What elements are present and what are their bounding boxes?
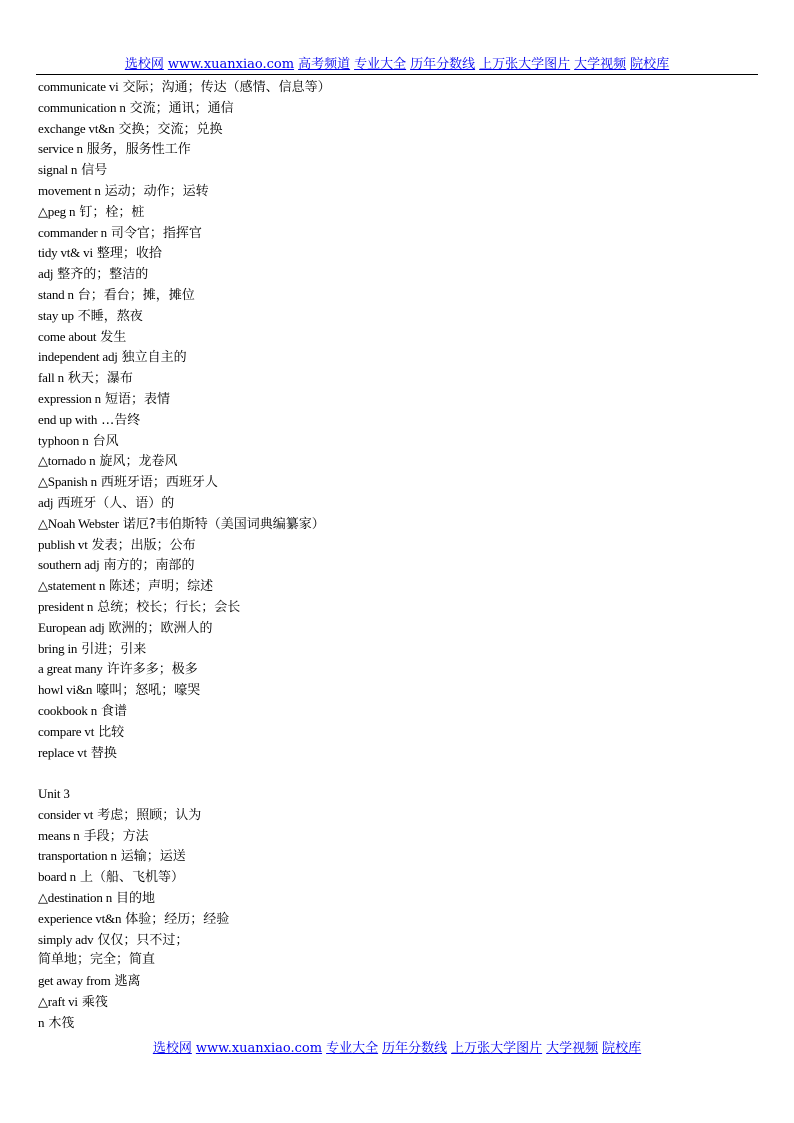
vocab-word: communication n (38, 99, 126, 115)
vocab-word: consider vt (38, 806, 94, 822)
vocab-entry (38, 701, 758, 722)
vocab-entry (38, 327, 758, 348)
vocab-meaning: 目的地 (116, 891, 156, 907)
footer-link-0[interactable]: 选校网 (152, 1041, 192, 1056)
vocab-meaning: 运动；动作；运转 (104, 183, 209, 199)
vocab-meaning: 运输；运送 (120, 849, 186, 865)
vocab-entry (38, 98, 758, 119)
vocab-meaning: 西班牙语；西班牙人 (100, 475, 218, 491)
vocab-meaning: 信号 (81, 163, 108, 179)
vocab-meaning: 交换；交流；兑换 (118, 121, 223, 137)
vocab-meaning: 钉；栓；桩 (79, 204, 145, 220)
vocab-meaning: 木筏 (48, 1015, 75, 1031)
vocab-meaning: 整齐的；整洁的 (57, 267, 149, 283)
vocab-word: stand n (38, 286, 74, 302)
header-link-5[interactable]: 上万张大学图片 (479, 57, 571, 72)
vocab-entry (38, 139, 758, 160)
vocab-entry (38, 867, 758, 888)
vocab-entry (38, 576, 758, 597)
vocab-word: △statement n (38, 578, 106, 594)
vocab-word: △peg n (38, 203, 76, 219)
footer-link-3[interactable]: 历年分数线 (382, 1041, 448, 1056)
vocab-entry (38, 597, 758, 618)
footer-link-1[interactable]: www.xuanxiao.com (195, 1041, 323, 1056)
vocab-word: come about (38, 328, 97, 344)
vocab-meaning: 引进；引来 (81, 641, 147, 657)
vocab-entry (38, 743, 758, 764)
vocab-word: stay up (38, 307, 74, 323)
header-link-7[interactable]: 院校库 (630, 57, 670, 72)
vocab-entry (38, 805, 758, 826)
vocab-meaning: 替换 (90, 745, 117, 761)
vocab-entry (38, 992, 758, 1013)
vocab-meaning: 体验；经历；经验 (125, 911, 230, 927)
vocab-word: signal n (38, 162, 78, 178)
vocab-meaning: 简单地；完全；简直 (38, 952, 156, 968)
vocab-meaning: 手段；方法 (83, 828, 149, 844)
vocab-word: adj (38, 494, 54, 510)
vocab-word: △Noah Webster (38, 515, 119, 531)
vocab-entry (38, 77, 758, 98)
vocab-word: commander n (38, 224, 107, 240)
vocab-word: president n (38, 598, 94, 614)
vocab-word: independent adj (38, 349, 118, 365)
vocab-entry (38, 223, 758, 244)
vocab-meaning: 交流；通讯；通信 (129, 100, 234, 116)
vocab-word: replace vt (38, 744, 87, 760)
vocab-meaning: 比较 (98, 724, 125, 740)
vocab-meaning: 发表；出版；公布 (91, 537, 196, 553)
vocab-entry (38, 1013, 758, 1034)
vocabulary-list (38, 77, 758, 1034)
vocab-word: howl vi&n (38, 682, 93, 698)
vocab-entry (38, 285, 758, 306)
vocab-meaning: 逃离 (114, 974, 141, 990)
vocab-meaning: 台风 (92, 433, 119, 449)
header-link-4[interactable]: 历年分数线 (410, 57, 476, 72)
vocab-word: △tornado n (38, 453, 96, 469)
vocab-entry (38, 368, 758, 389)
vocab-meaning: 嚎叫；怒吼；嚎哭 (96, 683, 201, 699)
vocab-meaning: …告终 (101, 412, 141, 428)
vocab-word: service n (38, 141, 83, 157)
vocab-word: compare vt (38, 723, 95, 739)
vocab-entry (38, 639, 758, 660)
vocab-word: a great many (38, 661, 103, 677)
vocab-meaning: 交际；沟通；传达（感情、信息等） (122, 80, 331, 95)
vocab-word: movement n (38, 182, 101, 198)
vocab-meaning: 旋风；龙卷风 (99, 454, 178, 470)
vocab-meaning: 仅仅；只不过； (97, 932, 189, 948)
vocab-word: Unit 3 (38, 786, 70, 802)
vocab-word: transportation n (38, 848, 117, 864)
vocab-meaning: 服务，服务性工作 (86, 142, 191, 158)
vocab-word: typhoon n (38, 432, 89, 448)
vocab-entry (38, 826, 758, 847)
vocab-entry (38, 514, 758, 535)
vocab-entry (38, 493, 758, 514)
vocab-entry (38, 264, 758, 285)
vocab-entry (38, 160, 758, 181)
vocab-word: expression n (38, 390, 101, 406)
vocab-word: communicate vi (38, 79, 119, 94)
vocab-entry (38, 181, 758, 202)
header-link-2[interactable]: 高考频道 (298, 57, 351, 72)
vocab-word: experience vt&n (38, 910, 122, 926)
vocab-word: means n (38, 827, 80, 843)
vocab-entry (38, 410, 758, 431)
vocab-word: get away from (38, 973, 111, 989)
vocab-entry (38, 347, 758, 368)
vocab-word: end up with (38, 411, 98, 427)
vocab-meaning: 总统；校长；行长；会长 (97, 599, 241, 615)
vocab-entry (38, 243, 758, 264)
vocab-meaning: 秋天；瀑布 (67, 371, 133, 387)
vocab-meaning: 食谱 (101, 703, 128, 719)
vocab-word: bring in (38, 640, 78, 656)
vocab-meaning: 西班牙（人、语）的 (57, 495, 175, 511)
vocab-entry (38, 930, 758, 951)
vocab-entry (38, 888, 758, 909)
vocab-meaning: 考虑；照顾；认为 (97, 807, 202, 823)
vocab-word: publish vt (38, 536, 88, 552)
vocab-entry (38, 306, 758, 327)
vocab-meaning: 上（船、飞机等） (79, 870, 184, 886)
vocab-word: board n (38, 869, 76, 885)
vocab-entry (38, 618, 758, 639)
vocab-word: tidy vt& vi (38, 245, 93, 261)
vocab-entry (38, 389, 758, 410)
vocab-entry (38, 909, 758, 930)
vocab-meaning: 诺厄?韦伯斯特（美国词典编纂家） (122, 516, 325, 532)
vocab-word: exchange vt&n (38, 120, 115, 136)
vocab-entry (38, 971, 758, 992)
footer-link-5[interactable]: 大学视频 (546, 1041, 599, 1056)
footer-link-2[interactable]: 专业大全 (326, 1041, 379, 1056)
vocab-meaning: 发生 (100, 329, 127, 345)
vocab-entry (38, 784, 758, 805)
vocab-entry (38, 472, 758, 493)
vocab-entry (38, 451, 758, 472)
vocab-meaning: 台；看台；摊，摊位 (77, 287, 195, 303)
footer-link-6[interactable]: 院校库 (602, 1041, 642, 1056)
page-footer (0, 1040, 794, 1057)
vocab-word: n (38, 1014, 45, 1030)
header-link-1[interactable]: www.xuanxiao.com (167, 57, 295, 72)
vocab-word: △Spanish n (38, 474, 97, 490)
vocab-word: European adj (38, 619, 105, 635)
vocab-entry (38, 535, 758, 556)
vocab-entry (38, 722, 758, 743)
vocab-meaning: 短语；表情 (104, 391, 170, 407)
vocab-entry (38, 846, 758, 867)
header-link-3[interactable]: 专业大全 (354, 57, 407, 72)
header-link-6[interactable]: 大学视频 (574, 57, 627, 72)
vocab-word: simply adv (38, 931, 94, 947)
vocab-entry (38, 763, 758, 784)
vocab-entry (38, 659, 758, 680)
vocab-word: △destination n (38, 890, 112, 906)
vocab-word: △raft vi (38, 994, 78, 1010)
vocab-word: southern adj (38, 557, 100, 573)
vocab-word: fall n (38, 370, 64, 386)
vocab-entry (38, 202, 758, 223)
vocab-meaning: 许许多多；极多 (106, 662, 198, 678)
vocab-entry (38, 950, 758, 971)
vocab-entry (38, 431, 758, 452)
vocab-meaning: 陈述；声明；综述 (109, 579, 214, 595)
vocab-entry (38, 680, 758, 701)
vocab-word: cookbook n (38, 702, 98, 718)
vocab-word: adj (38, 266, 54, 282)
vocab-meaning: 欧洲的；欧洲人的 (108, 620, 213, 636)
header-link-0[interactable]: 选校网 (124, 57, 164, 72)
vocab-meaning: 司令官；指挥官 (110, 225, 202, 241)
vocab-entry (38, 119, 758, 140)
vocab-meaning: 乘筏 (81, 995, 108, 1011)
vocab-meaning: 整理；收拾 (96, 246, 162, 262)
header-divider (36, 74, 758, 75)
vocab-meaning: 不睡，熬夜 (77, 308, 143, 324)
vocab-meaning: 独立自主的 (121, 350, 187, 366)
vocab-entry (38, 555, 758, 576)
footer-link-4[interactable]: 上万张大学图片 (451, 1041, 543, 1056)
vocab-meaning: 南方的；南部的 (103, 558, 195, 574)
page-header (0, 56, 794, 73)
